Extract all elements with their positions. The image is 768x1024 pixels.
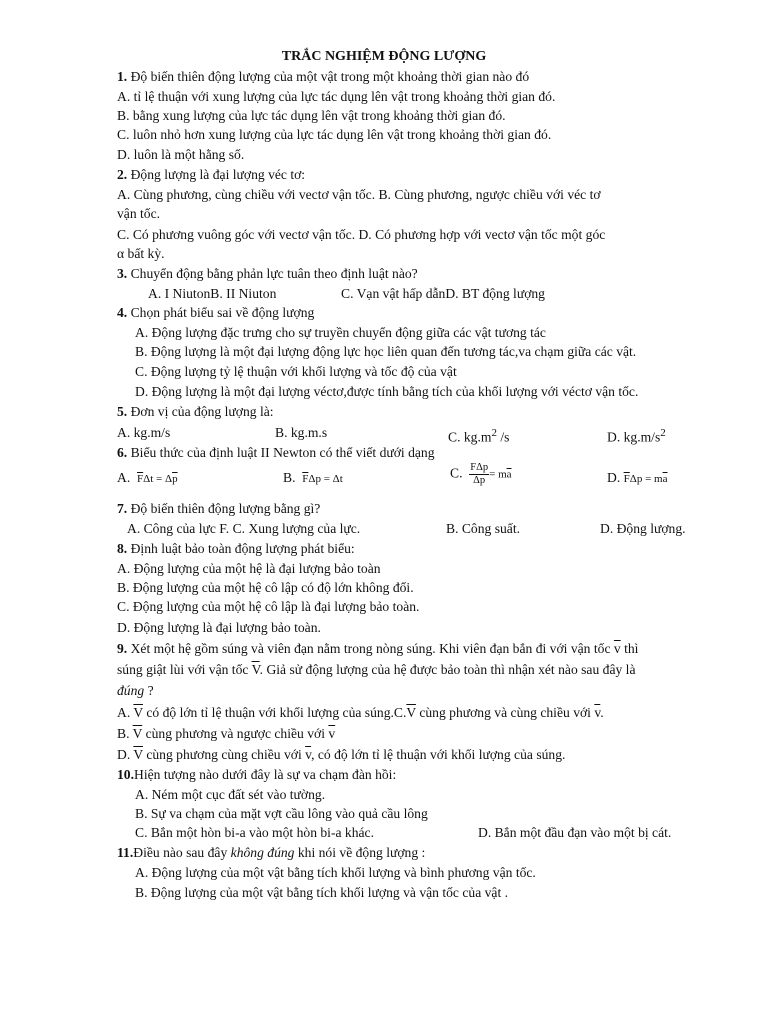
option-text: có độ lớn tỉ lệ thuận với khối lượng của súng.C. bbox=[142, 705, 407, 720]
option-text: C. kg.m bbox=[448, 429, 492, 445]
option-label: A. bbox=[117, 705, 134, 720]
q8-option-d: D. Động lượng là đại lượng bảo toàn. bbox=[117, 620, 321, 635]
question-text: . Giả sử động lượng của hệ được bảo toàn thì nhận xét nào sau đây là bbox=[259, 662, 636, 677]
question-9-cont bbox=[117, 661, 636, 679]
question-text-end: thì bbox=[620, 641, 639, 656]
fraction bbox=[469, 462, 489, 487]
option-label: C. bbox=[450, 465, 463, 481]
vector-p: $\overline{p}$ bbox=[172, 473, 178, 485]
q1-option-c: C. luôn nhỏ hơn xung lượng của lực tác dụng lên vật trong khoảng thời gian đó. bbox=[117, 127, 552, 142]
q2-options-ab: A. Cùng phương, cùng chiều với vectơ vận tốc. B. Cùng phương, ngược chiều với véc tơ bbox=[117, 187, 601, 202]
question-10 bbox=[117, 766, 396, 784]
q4-option-d: D. Động lượng là một đại lượng véctơ,được tính bằng tích của khối lượng với véctơ vận tốc. bbox=[135, 384, 639, 399]
vector-v: $\overline{v}$ bbox=[613, 641, 621, 656]
vector-V: $\overline{V}$ bbox=[133, 705, 143, 720]
question-text: Hiện tượng nào dưới đây là sự va chạm đàn hồi: bbox=[134, 767, 397, 782]
superscript: 2 bbox=[491, 427, 497, 439]
question-text: Động lượng là đại lượng véc tơ: bbox=[127, 167, 306, 182]
fraction-numerator: FΔp bbox=[470, 462, 489, 473]
question-text: Đơn vị của động lượng là: bbox=[127, 404, 274, 419]
q5-option-b: B. kg.m.s bbox=[275, 425, 328, 440]
question-3 bbox=[117, 265, 418, 283]
question-number: 5. bbox=[117, 404, 128, 419]
question-number: 10. bbox=[117, 767, 134, 782]
vector-F: $\overline{F}$ bbox=[137, 473, 144, 485]
question-1 bbox=[117, 68, 529, 86]
formula-text: Δt = Δ bbox=[143, 473, 173, 485]
question-6 bbox=[117, 444, 435, 462]
vector-V: $\overline{V}$ bbox=[406, 705, 416, 720]
option-label: A. bbox=[117, 470, 131, 485]
q4-option-c: C. Động lượng tỷ lệ thuận với khối lượng và tốc độ của vật bbox=[135, 364, 457, 379]
question-11 bbox=[117, 844, 425, 862]
q8-option-b: B. Động lượng của một hệ cô lập có độ lớn không đổi. bbox=[117, 580, 414, 595]
emphasis-text: không đúng bbox=[230, 845, 295, 860]
option-text: D. kg.m/s bbox=[607, 429, 661, 445]
option-label: B. bbox=[283, 470, 296, 485]
question-4 bbox=[117, 304, 314, 322]
vector-a: $\overline{a}$ bbox=[506, 468, 512, 481]
question-text: súng giật lùi với vận tốc bbox=[117, 662, 252, 677]
q8-option-a: A. Động lượng của một hệ là đại lượng bảo toàn bbox=[117, 561, 381, 576]
page-title: TRẮC NGHIỆM ĐỘNG LƯỢNG bbox=[281, 49, 487, 64]
q1-option-b: B. bằng xung lượng của lực tác dụng lên vật trong khoảng thời gian đó. bbox=[117, 108, 506, 123]
q7-options-ab: A. Công của lực F. C. Xung lượng của lực. bbox=[127, 521, 361, 536]
vector-v: $\overline{v}$ bbox=[305, 747, 312, 762]
q10-option-d: D. Bắn một đầu đạn vào một bị cát. bbox=[478, 825, 672, 840]
vector-V: $\overline{V}$ bbox=[132, 726, 143, 741]
q6-option-d bbox=[607, 469, 667, 488]
q5-option-a: A. kg.m/s bbox=[117, 425, 171, 440]
vector-F: $\overline{F}$ bbox=[623, 473, 630, 485]
q5-option-d bbox=[607, 424, 666, 447]
question-number: 1. bbox=[117, 69, 128, 84]
q4-option-b: B. Động lượng là một đại lượng động lực học liên quan đến tương tác,va chạm giữa các vật. bbox=[135, 344, 637, 359]
q2-options-cd-cont: α bất kỳ. bbox=[117, 246, 165, 261]
formula-text: Δp = m bbox=[629, 473, 663, 485]
question-5 bbox=[117, 403, 274, 421]
question-number: 11. bbox=[117, 845, 134, 860]
q1-option-d: D. luôn là một hằng số. bbox=[117, 147, 245, 162]
option-text: cùng phương và cùng chiều với bbox=[415, 705, 595, 720]
question-text: Độ biến thiên động lượng bằng gì? bbox=[127, 501, 321, 516]
question-number: 4. bbox=[117, 305, 128, 320]
q11-option-a: A. Động lượng của một vật bằng tích khối lượng và bình phương vận tốc. bbox=[135, 865, 536, 880]
question-9 bbox=[117, 640, 638, 658]
question-number: 2. bbox=[117, 167, 128, 182]
vector-F: $\overline{F}$ bbox=[302, 473, 309, 485]
superscript: 2 bbox=[660, 427, 666, 439]
question-number: 8. bbox=[117, 541, 128, 556]
vector-V: $\overline{V}$ bbox=[133, 747, 143, 762]
question-9-cont2 bbox=[117, 682, 154, 700]
vector-v: $\overline{v}$ bbox=[594, 705, 601, 720]
question-number: 3. bbox=[117, 266, 128, 281]
option-text: cùng phương cùng chiều với bbox=[142, 747, 306, 762]
option-text: cùng phương và ngược chiều với bbox=[142, 726, 329, 741]
q5-option-c bbox=[448, 424, 509, 447]
q9-option-ac bbox=[117, 704, 604, 722]
vector-v: $\overline{v}$ bbox=[328, 726, 336, 741]
q1-option-a: A. tỉ lệ thuận với xung lượng của lực tác dụng lên vật trong khoảng thời gian đó. bbox=[117, 89, 556, 104]
formula-text: Δp = Δt bbox=[308, 473, 343, 485]
option-label: B. bbox=[117, 726, 133, 741]
q8-option-c: C. Động lượng của một hệ cô lập là đại lượng bảo toàn. bbox=[117, 599, 420, 614]
option-label: D. bbox=[607, 470, 621, 485]
q2-options-cd: C. Có phương vuông góc với vectơ vận tốc. D. Có phương hợp với vectơ vận tốc một góc bbox=[117, 227, 606, 242]
question-number: 6. bbox=[117, 445, 128, 460]
question-text: Xét một hệ gồm súng và viên đạn nằm trong nòng súng. Khi viên đạn bắn đi với vận tốc bbox=[127, 641, 611, 656]
question-text: Chuyển động bằng phản lực tuân theo định luật nào? bbox=[127, 266, 418, 281]
q10-option-b: B. Sự va chạm của mặt vợt cầu lông vào quả cầu lông bbox=[135, 806, 428, 821]
q3-options-ab: A. I NiutonB. II Niuton bbox=[148, 286, 277, 301]
q9-option-d bbox=[117, 746, 565, 764]
q6-option-b bbox=[283, 469, 343, 488]
q3-options-cd: C. Vạn vật hấp dẫnD. BT động lượng bbox=[341, 286, 545, 301]
question-2 bbox=[117, 166, 305, 184]
option-text: , có độ lớn tỉ lệ thuận với khối lượng của súng. bbox=[311, 747, 566, 762]
option-label: D. bbox=[117, 747, 134, 762]
q7-option-d: D. Động lượng. bbox=[600, 521, 686, 536]
question-text: Độ biến thiên động lượng của một vật trong một khoảng thời gian nào đó bbox=[127, 69, 530, 84]
vector-V: $\overline{V}$ bbox=[251, 662, 260, 677]
formula-text: = m bbox=[489, 468, 507, 481]
question-text: khi nói về động lượng : bbox=[294, 845, 426, 860]
q7-option-c: B. Công suất. bbox=[446, 521, 521, 536]
option-text-end: /s bbox=[496, 429, 510, 445]
question-number: 7. bbox=[117, 501, 128, 516]
q4-option-a: A. Động lượng đặc trưng cho sự truyền chuyển động giữa các vật tương tác bbox=[135, 325, 546, 340]
question-text: Chọn phát biểu sai về động lượng bbox=[127, 305, 315, 320]
question-text: Biểu thức của định luật II Newton có thể viết dưới dạng bbox=[127, 445, 435, 460]
q6-option-c bbox=[450, 462, 512, 487]
q2-options-ab-cont: vận tốc. bbox=[117, 206, 161, 221]
question-text: ? bbox=[144, 683, 154, 698]
q6-option-a bbox=[117, 469, 178, 488]
fraction-denominator: Δp bbox=[473, 475, 486, 486]
question-text: Định luật bảo toàn động lượng phát biểu: bbox=[127, 541, 355, 556]
q10-option-c: C. Bắn một hòn bi-a vào một hòn bi-a khác. bbox=[135, 825, 374, 840]
q11-option-b: B. Động lượng của một vật bằng tích khối lượng và vận tốc của vật . bbox=[135, 885, 509, 900]
question-8 bbox=[117, 540, 355, 558]
q10-option-a: A. Ném một cục đất sét vào tường. bbox=[135, 787, 326, 802]
question-number: 9. bbox=[117, 641, 128, 656]
question-text: Điều nào sau đây bbox=[133, 845, 231, 860]
question-7 bbox=[117, 500, 320, 518]
option-text: . bbox=[600, 705, 604, 720]
vector-a: $\overline{a}$ bbox=[662, 473, 668, 485]
q9-option-b bbox=[117, 725, 335, 743]
emphasis-text: đúng bbox=[117, 683, 145, 698]
